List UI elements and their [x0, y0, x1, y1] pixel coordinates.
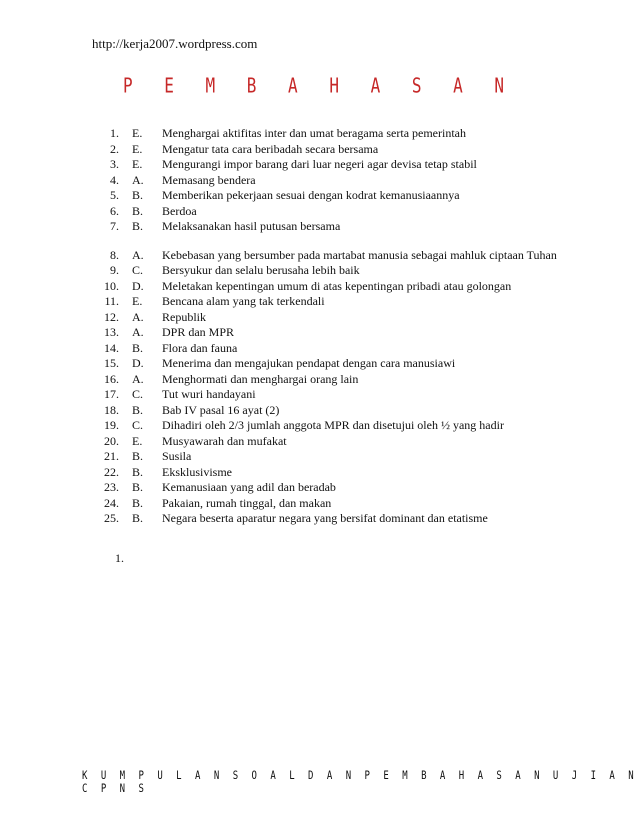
list-item: 10. D. Meletakan kepentingan umum di atas kepentingan pribadi atau golongan	[104, 278, 512, 293]
list-item: 11. E. Bencana alam yang tak terkendali	[104, 294, 325, 308]
answer-group-2	[104, 248, 564, 527]
list-item: 18. B. Bab IV pasal 16 ayat (2)	[104, 402, 280, 417]
list-item: 16. A. Menghormati dan menghargai orang lain	[104, 371, 359, 386]
list-item: 6. B. Berdoa	[110, 203, 197, 218]
answer-group-1	[104, 126, 564, 235]
list-item: 8. A. Kebebasan yang bersumber pada martabat manusia sebagai mahluk ciptaan Tuhan	[110, 247, 557, 262]
list-item: 3. E. Mengurangi impor barang dari luar negeri agar devisa tetap stabil	[110, 157, 477, 171]
list-item: 17. C. Tut wuri handayani	[104, 387, 256, 401]
list-item: 14. B. Flora dan fauna	[104, 340, 238, 355]
list-item: 1. E. Menghargai aktifitas inter dan umat beragama serta pemerintah	[110, 126, 466, 140]
answer-list	[104, 126, 564, 527]
list-item: 2. E. Mengatur tata cara beribadah secara bersama	[110, 141, 379, 156]
list-item: 15. D. Menerima dan mengajukan pendapat dengan cara manusiawi	[104, 356, 456, 370]
list-item: 19. C. Dihadiri oleh 2/3 jumlah anggota MPR dan disetujui oleh ½ yang hadir	[104, 418, 504, 432]
list-item: 21. B. Susila	[104, 449, 192, 463]
list-item: 13. A. DPR dan MPR	[104, 325, 235, 339]
trailing-list-number: 1.	[115, 551, 124, 565]
group-spacer	[104, 235, 564, 248]
list-item: 7. B. Melaksanakan hasil putusan bersama	[110, 219, 341, 233]
list-item: 5. B. Memberikan pekerjaan sesuai dengan kodrat kemanusiaannya	[110, 188, 460, 202]
list-item: 20. E. Musyawarah dan mufakat	[104, 433, 287, 448]
page-footer: K U M P U L A N S O A L D A N P E M B A H A S A N U J I A N C P N S	[82, 770, 638, 796]
source-url: http://kerja2007.wordpress.com	[92, 36, 258, 51]
list-item: 4. A. Memasang bendera	[110, 172, 256, 187]
page-title: P E M B A H A S A N	[122, 73, 516, 98]
list-item: 25. B. Negara beserta aparatur negara yang bersifat dominant dan etatisme	[104, 511, 488, 525]
list-item: 24. B. Pakaian, rumah tinggal, dan makan	[104, 495, 332, 510]
list-item: 22. B. Eksklusivisme	[104, 464, 233, 479]
list-item: 12. A. Republik	[104, 309, 206, 324]
list-item: 9. C. Bersyukur dan selalu berusaha lebih baik	[110, 263, 360, 277]
list-item: 23. B. Kemanusiaan yang adil dan beradab	[104, 480, 336, 494]
